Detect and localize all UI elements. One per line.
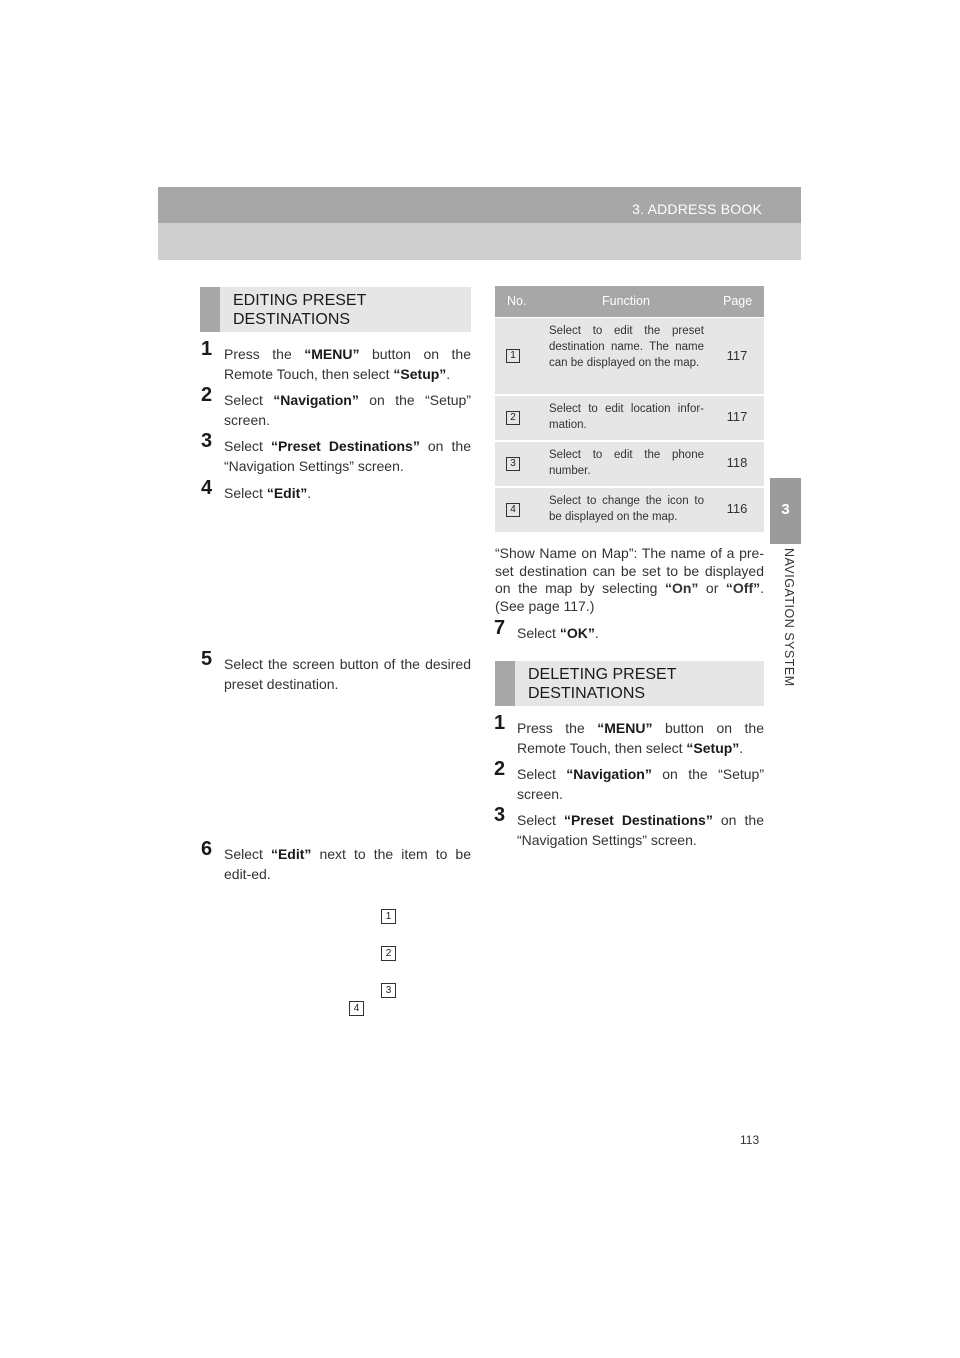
step-number: 3 [494,804,506,826]
delete-step-1 [494,712,764,758]
section-title: 3. ADDRESS BOOK [632,201,762,217]
step-text: next to the item to be edit-ed. [224,846,471,882]
step-text: Select [224,485,267,501]
deleting-section-title: DELETING PRESET DESTINATIONS [528,666,677,702]
edit-step-5 [201,648,471,694]
step-number: 2 [201,384,213,406]
step-number: 4 [201,477,213,499]
row-function: Select to edit the phone number. [549,449,704,477]
table-row [495,318,764,394]
note-text: or [698,580,726,596]
callout-3: 3 [381,983,396,998]
step-number: 7 [494,617,506,639]
row-page: 118 [726,455,748,470]
note-text: . (See page 117.) [495,580,764,614]
edit-label: “Edit” [266,485,308,501]
table-row [495,442,764,486]
row-page: 117 [726,409,748,424]
setup-label: “Setup” [686,739,740,756]
menu-label: “MENU” [304,346,360,362]
editing-section-header [200,287,471,332]
callout-2: 2 [381,946,396,961]
step-text: . [739,739,744,756]
step-text: Select [517,812,564,828]
section-marker [495,661,515,706]
step-text: on the “Setup” screen. [517,766,764,802]
edit-step-2 [201,384,471,430]
step-text: . [446,365,451,382]
section-marker [200,287,220,332]
navigation-label: “Navigation” [273,392,359,408]
step-text: Select the screen button of the desired preset destination. [224,656,471,692]
step-text: on the “Navigation Settings” screen. [517,812,764,848]
callout-1: 1 [381,909,396,924]
deleting-section-header [495,661,764,706]
callout-4: 4 [349,1001,364,1016]
edit-step-6 [201,838,471,884]
row-number: 2 [506,411,520,425]
delete-step-3 [494,804,764,850]
preset-destinations-label: “Preset Destinations” [270,438,420,454]
table-row [495,488,764,532]
step-number: 1 [494,712,506,734]
chapter-label: NAVIGATION SYSTEM [782,548,796,687]
col-page: Page [723,294,753,308]
step-text: Press the [224,346,305,362]
table-row [495,396,764,440]
step-number: 2 [494,758,506,780]
chapter-number: 3 [781,501,790,518]
editing-section-title: EDITING PRESET DESTINATIONS [233,292,367,328]
step-text: Press the [517,720,598,736]
col-function: Function [602,294,650,308]
edit-step-7 [494,617,764,644]
step-text: . [307,485,312,501]
step-text: Select [517,766,567,782]
page-number: 113 [740,1133,760,1147]
row-function: Select to edit the preset destination name. The name can be displayed on the map. [549,325,704,369]
step-text: button on the Remote Touch, then select [224,346,471,382]
step-number: 5 [201,648,213,670]
row-page: 117 [726,348,748,363]
step-text: Select [224,392,274,408]
edit-step-4 [201,477,471,504]
step-text: on the “Setup” screen. [224,392,471,428]
step-number: 3 [201,430,213,452]
header-band-bottom [158,223,801,260]
on-label: “On” [664,580,699,596]
step-number: 1 [201,338,213,360]
delete-step-2 [494,758,764,804]
row-page: 116 [726,501,748,516]
step-text: . [594,625,599,641]
step-number: 6 [201,838,213,860]
table-header [495,286,764,317]
show-name-note [495,545,764,615]
row-number: 1 [506,349,520,363]
step-text: button on the Remote Touch, then select [517,720,764,756]
ok-label: “OK” [559,625,595,641]
menu-label: “MENU” [597,720,653,736]
step-text: Select [224,846,271,862]
edit-label: “Edit” [270,846,312,862]
step-text: Select [224,438,271,454]
row-number: 3 [506,457,520,471]
edit-step-1 [201,338,471,384]
edit-step-3 [201,430,471,476]
step-text: on the “Navigation Settings” screen. [224,438,471,474]
navigation-label: “Navigation” [566,766,652,782]
preset-destinations-label: “Preset Destinations” [563,812,713,828]
setup-label: “Setup” [393,365,447,382]
row-function: Select to change the icon to be displayed on the map. [549,495,704,523]
col-no: No. [507,294,527,308]
row-number: 4 [506,503,520,517]
note-text: “Show Name on Map”: The name of a pre-set destination can be set to be displayed on the map by selecting [495,545,764,596]
step-text: Select [517,625,560,641]
row-function: Select to edit location infor-mation. [549,403,704,431]
off-label: “Off” [725,580,761,596]
